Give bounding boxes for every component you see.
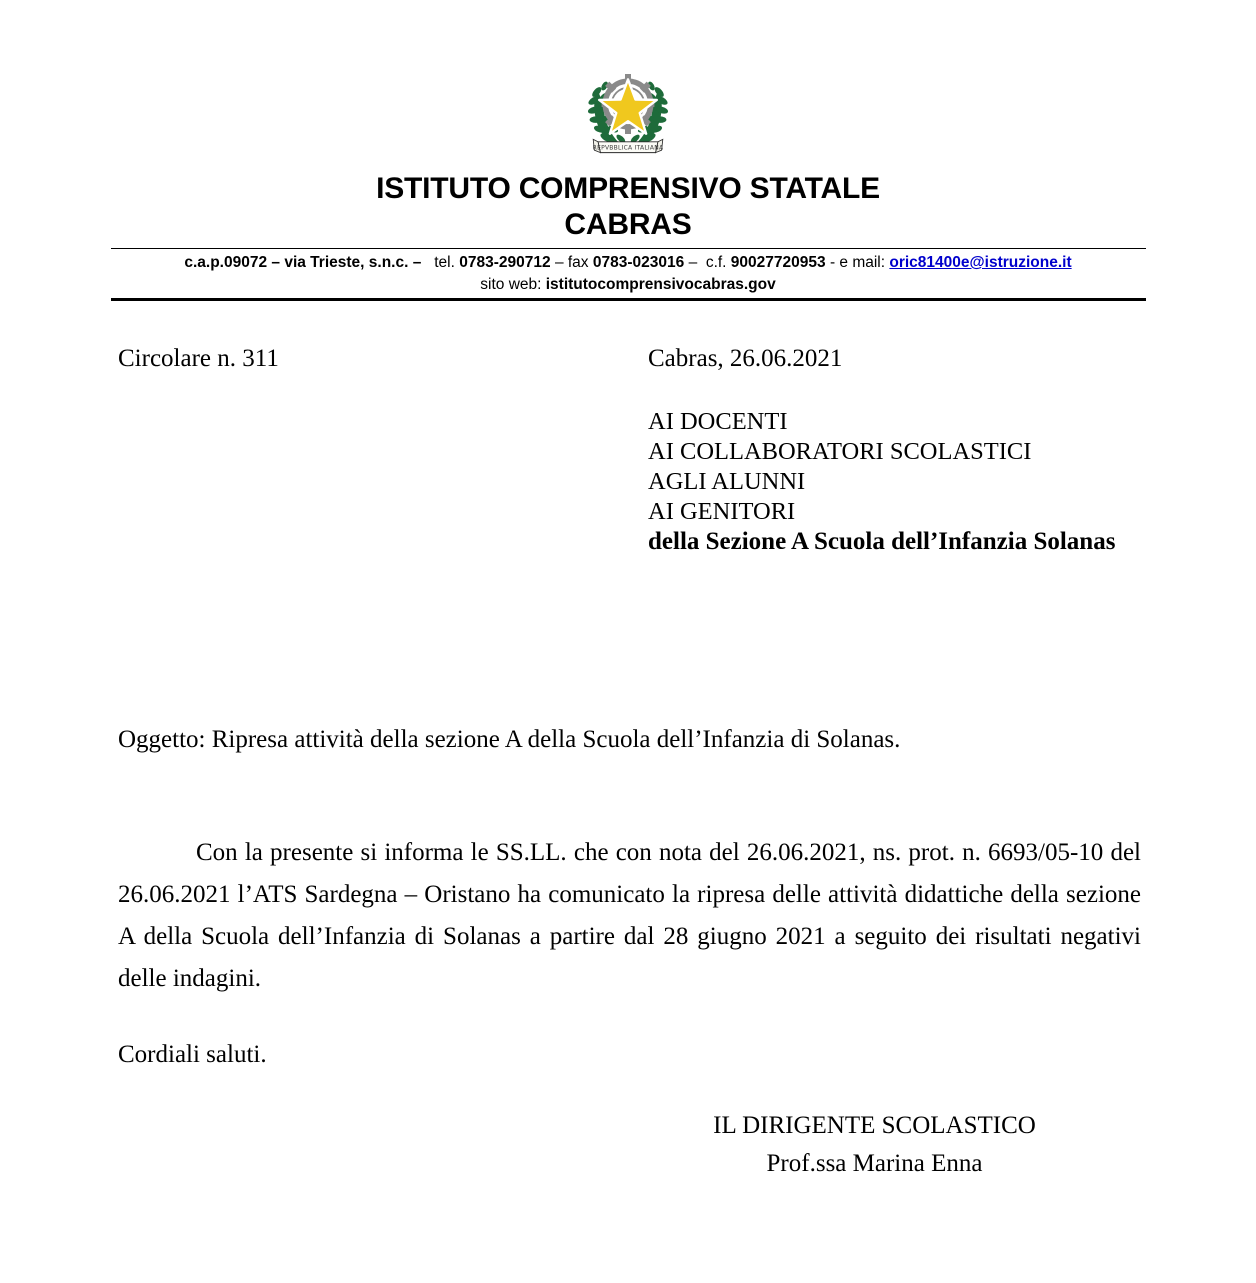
- tel-label: tel.: [434, 254, 455, 271]
- separator-1: –: [554, 254, 564, 271]
- tel-value: 0783-290712: [459, 254, 551, 271]
- contact-line-primary: [111, 252, 1146, 274]
- emblem-container: [0, 62, 1256, 164]
- letter-body: [0, 346, 1256, 1183]
- subject-line: Oggetto: Ripresa attività della sezione A della Scuola dell’Infanzia di Solanas.: [118, 726, 901, 753]
- letter-meta-row: [118, 346, 1141, 380]
- header-rule-bottom: [111, 298, 1146, 301]
- recipient-line-4: AI GENITORI: [648, 498, 796, 525]
- separator-2: –: [688, 254, 698, 271]
- signature-block: [118, 1107, 1141, 1183]
- email-link[interactable]: oric81400e@istruzione.it: [889, 254, 1072, 271]
- recipient-line-1: AI DOCENTI: [648, 408, 788, 435]
- signature-title: IL DIRIGENTE SCOLASTICO: [713, 1112, 1036, 1139]
- contact-line-website: [111, 274, 1146, 296]
- italian-republic-emblem-icon: [580, 62, 676, 164]
- school-city: CABRAS: [564, 208, 692, 241]
- contact-block: [111, 249, 1146, 298]
- signature-name: Prof.ssa Marina Enna: [766, 1150, 983, 1177]
- fax-value: 0783-023016: [592, 254, 685, 271]
- recipient-line-3: AGLI ALUNNI: [648, 468, 806, 495]
- place-and-date: Cabras, 26.06.2021: [648, 345, 843, 372]
- recipient-section-line: della Sezione A Scuola dell’Infanzia Solanas: [648, 528, 1116, 555]
- letterhead: [0, 0, 1256, 301]
- svg-text:REPVBBLICA ITALIANA: REPVBBLICA ITALIANA: [592, 144, 664, 152]
- website-value: istitutocomprensivocabras.gov: [545, 276, 776, 293]
- recipient-line-2: AI COLLABORATORI SCOLASTICI: [648, 438, 1032, 465]
- closing-line: Cordiali saluti.: [118, 1041, 267, 1068]
- address-text: c.a.p.09072 – via Trieste, s.n.c. –: [184, 254, 422, 271]
- body-paragraph: Con la presente si informa le SS.LL. che con nota del 26.06.2021, ns. prot. n. 6693/05-10 del 26.06.2021 l’ATS Sardegna – Oristano ha comunicato la ripresa delle attività didattiche della sezione A della Scuola dell’Infanzia di Solanas a partire dal 28 giugno 2021 a seguito dei risultati negativi delle indagini.: [118, 839, 1141, 992]
- page-title: ISTITUTO COMPRENSIVO STATALE: [376, 172, 880, 205]
- motto-ribbon: [593, 139, 664, 152]
- cf-label: c.f.: [705, 254, 727, 271]
- email-label: - e mail:: [829, 254, 886, 271]
- fax-label: fax: [567, 254, 589, 271]
- circular-number: Circolare n. 311: [118, 345, 279, 372]
- cf-value: 90027720953: [730, 254, 826, 271]
- recipients-block: [648, 407, 1141, 557]
- website-label: sito web:: [480, 276, 542, 293]
